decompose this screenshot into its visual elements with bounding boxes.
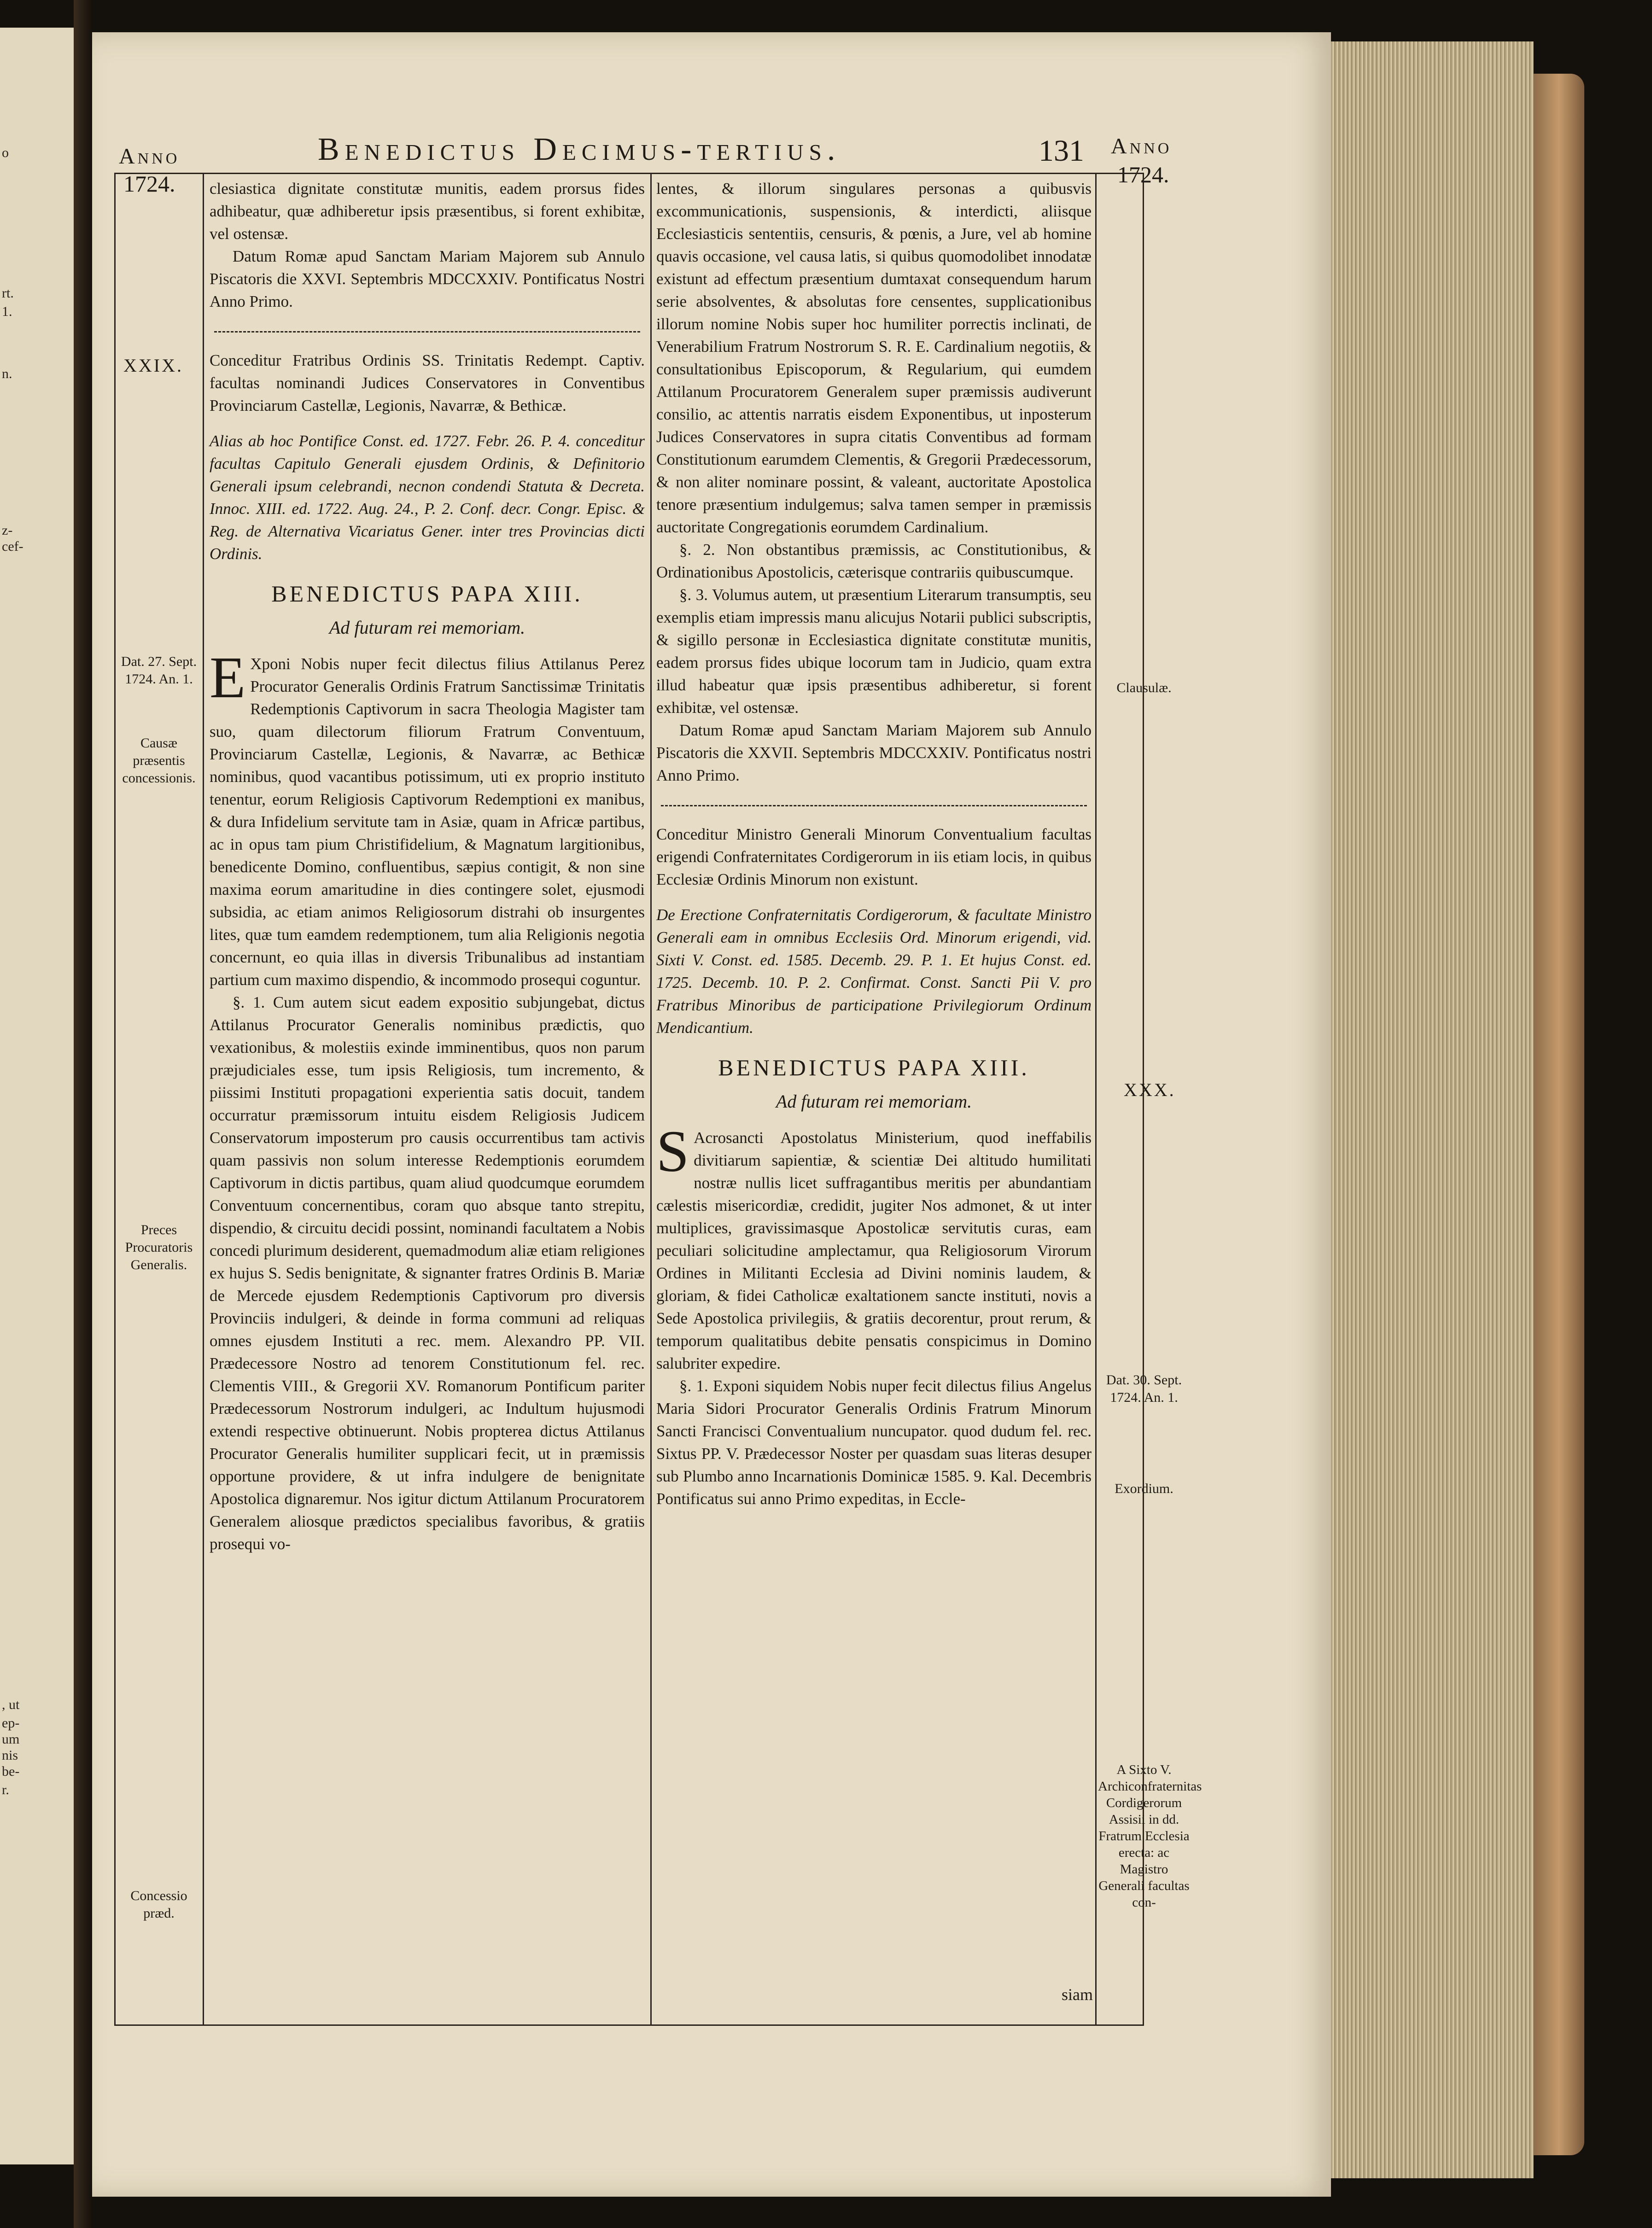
drop-capital: E xyxy=(210,645,246,710)
paragraph: clesiastica dignitate constitutæ munitis, eadem prorsus fides adhibeatur, quæ adhiberetur ipsis præsentibus, si forent exhibitæ, vel ostensæ. xyxy=(210,180,645,243)
margin-note-date: Dat. 30. Sept. 1724. An. 1. xyxy=(1106,1372,1182,1405)
editorial-note: De Erectione Confraternitatis Cordigerorum, & facultate Ministro Generali eam in omnibus Ecclesiis Ord. Minorum erigendi, vid. Sixti V. Const. ed. 1585. Decemb. 29. P. 1. Et hujus Const. ed. 1725. Decemb. 10. P. 2. Confirmat. Const. Sancti Pii V. pro Fratribus Minoribus de participatione Privilegiorum Ordinum Mendicantium. xyxy=(656,906,1092,1037)
paragraph: §. 2. Non obstantibus præmissis, ac Constitutionibus, & Ordinationibus Apostolicis, cæterisque contrariis quibuscumque. xyxy=(656,541,1092,581)
paragraph xyxy=(210,645,645,991)
paragraph: §. 1. Exponi siquidem Nobis nuper fecit dilectus filius Angelus Maria Sidori Procurator Generalis Ordinis Fratrum Minorum Sancti Francisci Conventualium nuncupator. quod dudum fel. rec. Sixtus PP. V. Prædecessor Noster per quasdam suas literas desuper sub Plumbo anno Incarnationis Dominicæ 1585. 9. Kal. Decembris Pontificatus sui anno Primo expeditas, in Eccle- xyxy=(656,1377,1092,1508)
anno-label-right: Anno xyxy=(1111,134,1172,158)
constitution-number: XXX. xyxy=(1124,1079,1176,1100)
subheading: Ad futuram rei memoriam. xyxy=(329,617,525,638)
prev-fragment: z- xyxy=(2,523,13,538)
text-column-left xyxy=(210,177,645,1555)
margin-note-clausulae: Clausulæ. xyxy=(1116,680,1172,695)
paragraph: lentes, & illorum singulares personas a quibusvis excommunicationis, suspensionis, & interdicti, aliisque Ecclesiasticis sententiis, censuris, & pœnis, a Jure, vel ab homine quavis occasione, vel causa latis, si quibus quomodolibet innodatæ existunt ad effectum præsentium dumtaxat consequendum harum serie absolventes, & absolutas fore censentes, supplicationibus illorum nomine Nobis super hoc humiliter porrectis inclinati, de Venerabilium Fratrum Nostrorum S. R. E. Cardinalium negotiis, & consultationibus Episcoporum, & Regularium, qui eumdem Attilanum Procuratorem Generalem super præmissis audiverunt consilio, ac attentis narratis eisdem Exponentibus, ut inposterum Judices Conservatores in supra citatis Conventibus ad formam Constitutionum earumdem Clementis, & Gregorii Prædecessorum, & non aliter nominare possint, & valeant, auctoritate Apostolica tenore præsentium indulgemus; salva tamen semper in præmissis auctoritate Congregationis eorumdem Cardinalium. xyxy=(656,180,1092,536)
page-block-edges xyxy=(1331,41,1534,2178)
margin-note-causae: Causæ præsentis concessionis. xyxy=(122,735,196,786)
prev-fragment: ep- xyxy=(2,1715,20,1731)
constitution-number: XXIX. xyxy=(123,355,183,376)
prev-fragment: r. xyxy=(2,1782,9,1797)
margin-note-date: Dat. 27. Sept. 1724. An. 1. xyxy=(121,654,197,687)
prev-fragment: , ut xyxy=(2,1697,20,1712)
paragraph: §. 3. Volumus autem, ut præsentium Literarum transumptis, seu exemplis etiam impressis manu alicujus Notarii publici subscriptis, & sigillo personæ in Ecclesiastica dignitate constitutæ munitis, eadem prorsus fides ubique locorum tam in Judicio, quam extra illud habeatur quæ ipsis præsentibus adhiberetur, si forent exhibitæ, vel ostensæ. xyxy=(656,586,1092,717)
editorial-note: Alias ab hoc Pontifice Const. ed. 1727. Febr. 26. P. 4. conceditur facultas Capitulo Generali ejusdem Ordinis, & Definitorio Generali ipsum celebrandi, necnon condendi Statuta & Decreta. Innoc. XIII. ed. 1722. Aug. 24., P. 2. Conf. decr. Congr. Episc. & Reg. de Alternativa Vicariatus Gener. inter tres Provincias dicti Ordinis. xyxy=(210,432,645,563)
catchword: siam xyxy=(1062,1985,1093,2004)
paragraph-text: Acrosancti Apostolatus Ministerium, quod ineffabilis divitiarum sapientiæ, & scientiæ Dei altitudo humilitati nostræ nullis licet suffragantibus meritis per abundantiam cælestis misericordiæ, credidit, jugiter Nos admonet, & ut inter multiplices, gravissimasque Apostolicæ servitutis curas, eam peculiari solicitudine amplectamur, qua Religiosorum Virorum Ordines in Militanti Ecclesia ad Divini nominis laudem, & gloriam, & fidei Catholicæ exaltationem sancte instituti, novis a Sede Apostolica privilegiis, & gratiis decorentur, prout rerum, & temporum qualitatibus debite pensatis conspicimus in Domino salubriter expedire. xyxy=(656,1129,1092,1372)
page-number: 131 xyxy=(1039,134,1084,168)
column-rule xyxy=(650,173,652,2024)
papal-heading: BENEDICTUS PAPA XIII. xyxy=(271,581,583,607)
margin-note-preces: Preces Procuratoris Generalis. xyxy=(125,1222,193,1272)
year-right: 1724. xyxy=(1117,162,1169,187)
book-gutter xyxy=(74,0,92,2228)
running-title: Benedictus Decimus-tertius. xyxy=(318,132,841,167)
datum-line: Datum Romæ apud Sanctam Mariam Majorem sub Annulo Piscatoris die XXVII. Septembris MDCCXXIV. Pontificatus nostri Anno Primo. xyxy=(656,721,1092,784)
anno-label-left: Anno xyxy=(119,144,180,169)
margin-note-exordium: Exordium. xyxy=(1115,1481,1173,1496)
constitution-summary: Conceditur Ministro Generali Minorum Conventualium facultas erigendi Confraternitates Cordigerorum in iis etiam locis, in quibus Ecclesiæ Ordinis Minorum non existunt. xyxy=(656,825,1092,888)
paragraph: §. 1. Cum autem sicut eadem expositio subjungebat, dictus Attilanus Procurator Generalis nominibus prædictis, quo vexationibus, & molestiis exinde imminentibus, quos non parum præjudiciales esse, tum ipsis Religiosis, tum incremento, & piissimi Instituti propagationi experientia satis docuit, tandem occurratur præmissorum intuitu eisdem Religiosis Judicem Conservatorum imposterum pro causis occurrentibus tam activis quam passivis non solum interesse Redemptionis eorumdem Captivorum in dictis partibus, quam aliud quodcumque eorumdem Conventuum concernentibus, coram quo absque tanto strepitu, dispendio, & circuitu decidi possint, nominandi facultatem a Nobis concedi plurimum desiderent, quemadmodum aliæ etiam religiones ex hujus S. Sedis benignitate, & signanter fratres Ordinis B. Mariæ de Mercede ejusdem Redemptionis Captivorum pro diversis Provinciis indulgeri, & deinde in forma communi ad reliquas omnes ejusdem Instituti a rec. mem. Alexandro PP. VII. Prædecessore Nostro ad tenorem Constitutionum fel. rec. Clementis VIII., & Gregorii XV. Romanorum Pontificum pariter Prædecessorum Nostrorum indulgeri, ac Indultum hujusmodi extendi respective obtinuerunt. Nobis propterea dictus Attilanus Procurator Generalis humiliter supplicari fecit, ut in præmissis opportune providere, & ut infra indulgere de benignitate Apostolica dignaremur. Nos igitur dictum Attilanum Procuratorem Generalem aliosque prædictos specialibus favoribus, & gratiis prosequi vo- xyxy=(210,993,645,1553)
prev-fragment: n. xyxy=(2,366,12,381)
prev-fragment: cef- xyxy=(2,539,23,554)
text-column-right xyxy=(656,177,1092,1510)
section-divider xyxy=(214,331,640,332)
section-divider xyxy=(661,805,1087,806)
year-left: 1724. xyxy=(123,171,175,197)
drop-capital: S xyxy=(656,1119,689,1184)
column-rule xyxy=(203,173,204,2024)
prev-fragment: be- xyxy=(2,1764,20,1779)
prev-fragment: nis xyxy=(2,1748,18,1763)
book-cover-edge xyxy=(1534,74,1584,2155)
prev-fragment: um xyxy=(2,1732,20,1747)
prev-fragment: o xyxy=(2,145,9,160)
prev-fragment: rt. xyxy=(2,286,14,301)
constitution-summary: Conceditur Fratribus Ordinis SS. Trinitatis Redempt. Captiv. facultas nominandi Judices Conservatores in Conventibus Provinciarum Castellæ, Legionis, Navarræ, & Bethicæ. xyxy=(210,351,645,414)
prev-fragment: 1. xyxy=(2,304,12,319)
margin-note-a-sixto: A Sixto V. Archiconfraternitas Cordigerorum Assisii in dd. Fratrum Ecclesia erecta: ac Magistro Generali facultas con- xyxy=(1098,1762,1202,1910)
papal-heading: BENEDICTUS PAPA XIII. xyxy=(718,1055,1030,1080)
column-rule xyxy=(1095,173,1097,2024)
subheading: Ad futuram rei memoriam. xyxy=(776,1091,972,1112)
paragraph-text: Xponi Nobis nuper fecit dilectus filius Attilanus Perez Procurator Generalis Ordinis Fratrum Sanctissimæ Trinitatis Redemptionis Captivorum in sacra Theologia Magister tam suo, quam dilectorum filiorum Fratrum Conventuum, Provinciarum Castellæ, Legionis, & Navarræ, ac Bethicæ nominibus, quod vacantibus potissimum, uti ex proprio instituto tenentur, eorum Religiosis Captivorum Redemptioni ex manibus, & dura Infidelium servitute tam in Asiæ, quam in Africæ partibus, ac in opus tam pium Christifidelium, & Magnatum largitionibus, benedicente Domino, confluentibus, sæpius contigit, & non sine maxima eorum amaritudine in dies contingere solet, ejusmodi subsidia, ac etiam animos Religiosorum distrahi ob insurgentes lites, quæ tum eamdem redemptionem, tum alia Religionis negotia concernunt, eo quia illas in diversis Tribunalibus ad instantiam partium cum maximo dispendio, & incommodo prosequi coguntur. xyxy=(210,655,645,989)
previous-page-edge xyxy=(0,28,75,2164)
datum-line: Datum Romæ apud Sanctam Mariam Majorem sub Annulo Piscatoris die XXVI. Septembris MDCCXXIV. Pontificatus Nostri Anno Primo. xyxy=(210,247,645,310)
paragraph xyxy=(656,1119,1092,1375)
margin-note-concessio: Concessio præd. xyxy=(130,1888,187,1921)
